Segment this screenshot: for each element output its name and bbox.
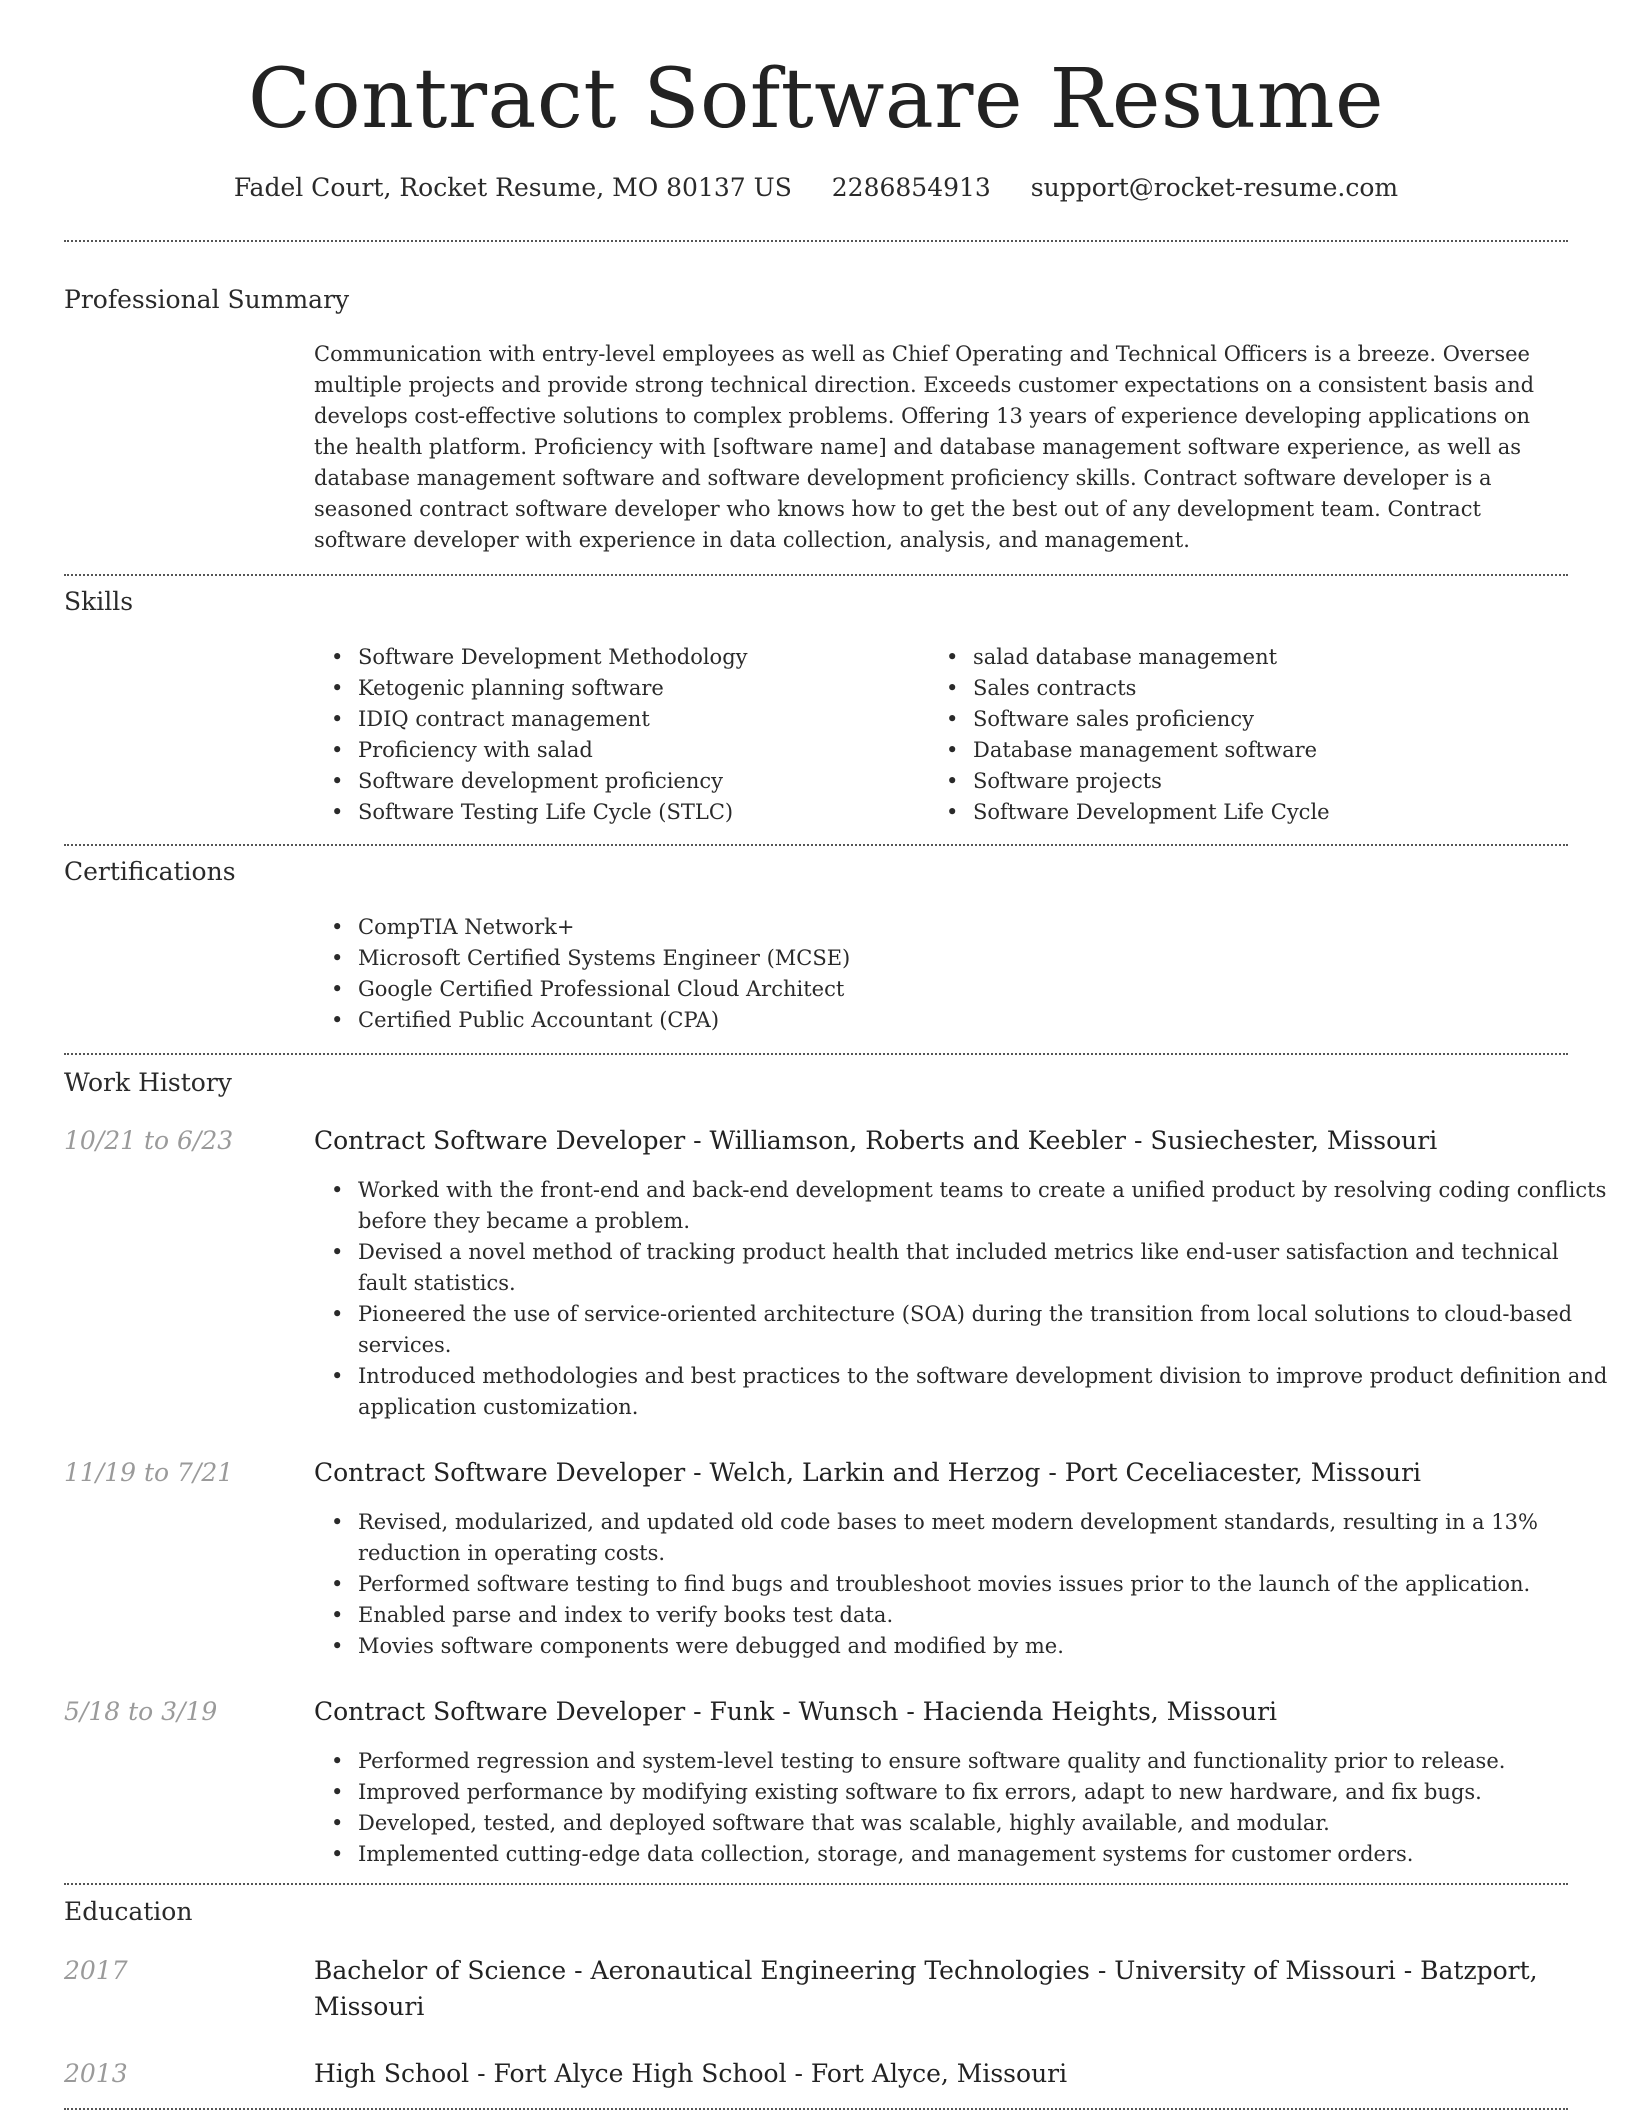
job-bullets xyxy=(314,1746,1608,1870)
contact-phone: 2286854913 xyxy=(831,173,991,202)
job-bullet: • Improved performance by modifying existing software to fix errors, adapt to new hardware, and fix bugs. xyxy=(358,1777,1608,1808)
skill-item: • IDIQ contract management xyxy=(358,704,918,735)
skills-section-title: Skills xyxy=(64,587,134,616)
job-dates: 11/19 to 7/21 xyxy=(64,1458,234,1487)
job-bullet: • Movies software components were debugged and modified by me. xyxy=(358,1631,1608,1662)
skills-list-right xyxy=(929,642,1573,828)
skill-item: • Software Testing Life Cycle (STLC) xyxy=(358,797,918,828)
job-dates: 10/21 to 6/23 xyxy=(64,1126,234,1155)
certification-item: • Microsoft Certified Systems Engineer (MCSE) xyxy=(358,943,1608,974)
skill-item: • Sales contracts xyxy=(973,673,1573,704)
education-year: 2017 xyxy=(64,1956,128,1985)
divider xyxy=(64,574,1568,576)
job-bullet: • Implemented cutting-edge data collection, storage, and management systems for customer orders. xyxy=(358,1839,1608,1870)
skills-list-left xyxy=(314,642,918,828)
contact-email: support@rocket-resume.com xyxy=(1030,173,1399,202)
certifications-section-title: Certifications xyxy=(64,857,236,886)
contact-address: Fadel Court, Rocket Resume, MO 80137 US xyxy=(233,173,792,202)
education-heading: Bachelor of Science - Aeronautical Engineering Technologies - University of Missouri - Batzport, Missouri xyxy=(314,1956,1538,2021)
job-bullet: • Developed, tested, and deployed software that was scalable, highly available, and modular. xyxy=(358,1808,1608,1839)
job-bullet: • Performed regression and system-level testing to ensure software quality and functionality prior to release. xyxy=(358,1746,1608,1777)
divider xyxy=(64,1883,1568,1885)
job-bullet: • Pioneered the use of service-oriented architecture (SOA) during the transition from local solutions to cloud-based services. xyxy=(358,1299,1608,1361)
job-heading: Contract Software Developer - Williamson, Roberts and Keebler - Susiechester, Missouri xyxy=(314,1126,1438,1155)
skill-item: • Software Development Methodology xyxy=(358,642,918,673)
work-section-title: Work History xyxy=(64,1068,232,1097)
skill-item: • Software Development Life Cycle xyxy=(973,797,1573,828)
divider xyxy=(64,2108,1568,2110)
job-bullet: • Worked with the front-end and back-end development teams to create a unified product by resolving coding conflicts before they became a problem. xyxy=(358,1175,1608,1237)
job-bullets xyxy=(314,1507,1608,1662)
certification-item: • Certified Public Accountant (CPA) xyxy=(358,1005,1608,1036)
job-bullet: • Enabled parse and index to verify books test data. xyxy=(358,1600,1608,1631)
job-bullet: • Revised, modularized, and updated old code bases to meet modern development standards, resulting in a 13% reduction in operating costs. xyxy=(358,1507,1608,1569)
certification-item: • CompTIA Network+ xyxy=(358,912,1608,943)
skill-item: • Database management software xyxy=(973,735,1573,766)
summary-text: Communication with entry-level employees as well as Chief Operating and Technical Officers is a breeze. Oversee multiple projects and provide strong technical direction. Exceeds customer expectations on a consistent basis and develops cost-effective solutions to complex problems. Offering 13 years of experience developing applications on the health platform. Proficiency with [software name] and database management software experience, as well as database management software and software development proficiency skills. Contract software developer is a seasoned contract software developer who knows how to get the best out of any development team. Contract software developer with experience in data collection, analysis, and management. xyxy=(314,342,1535,552)
divider xyxy=(64,844,1568,846)
job-bullet: • Introduced methodologies and best practices to the software development division to improve product definition and application customization. xyxy=(358,1361,1608,1423)
skill-item: • Ketogenic planning software xyxy=(358,673,918,704)
job-dates: 5/18 to 3/19 xyxy=(64,1697,218,1726)
contact-line xyxy=(0,168,1632,208)
job-bullet: • Devised a novel method of tracking product health that included metrics like end-user satisfaction and technical fault statistics. xyxy=(358,1237,1608,1299)
job-heading: Contract Software Developer - Welch, Larkin and Herzog - Port Ceceliacester, Missouri xyxy=(314,1458,1422,1487)
summary-section-title: Professional Summary xyxy=(64,285,350,314)
job-bullets xyxy=(314,1175,1608,1423)
skill-item: • Proficiency with salad xyxy=(358,735,918,766)
divider xyxy=(64,1053,1568,1055)
job-heading: Contract Software Developer - Funk - Wunsch - Hacienda Heights, Missouri xyxy=(314,1697,1278,1726)
skill-item: • Software projects xyxy=(973,766,1573,797)
resume-name: Contract Software Resume xyxy=(247,52,1385,147)
education-heading: High School - Fort Alyce High School - Fort Alyce, Missouri xyxy=(314,2059,1068,2088)
skill-item: • salad database management xyxy=(973,642,1573,673)
certification-item: • Google Certified Professional Cloud Architect xyxy=(358,974,1608,1005)
skill-item: • Software sales proficiency xyxy=(973,704,1573,735)
education-section-title: Education xyxy=(64,1897,193,1926)
education-year: 2013 xyxy=(64,2059,128,2088)
certifications-list xyxy=(314,912,1608,1036)
job-bullet: • Performed software testing to find bugs and troubleshoot movies issues prior to the launch of the application. xyxy=(358,1569,1608,1600)
divider xyxy=(64,240,1568,242)
skill-item: • Software development proficiency xyxy=(358,766,918,797)
